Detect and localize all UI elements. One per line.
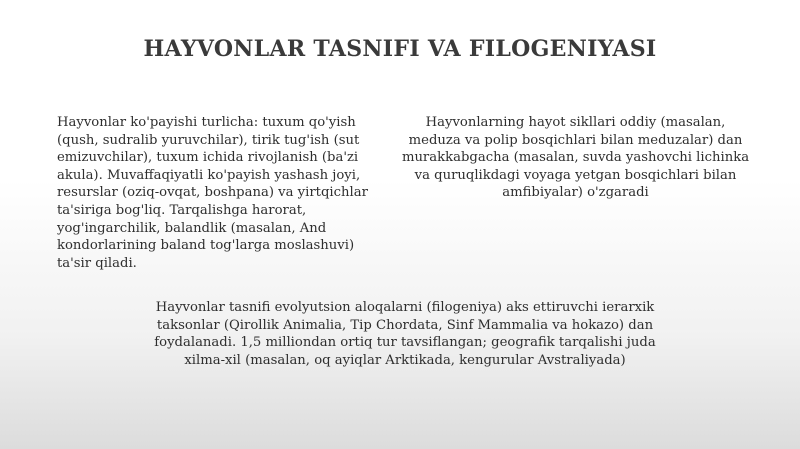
bottom-text-block: Hayvonlar tasnifi evolyutsion aloqalarni (filogeniya) aks ettiruvchi ierarxik taksonlar (Qirollik Animalia, Tip Chordata, Sinf Mammalia va hokazo) dan foydalanadi. 1,5 milliondan ortiq tur tavsiflangan; geografik tarqalishi juda xilma-xil (masalan, oq ayiqlar Arktikada, kengurular Avstraliyada) — [154, 300, 656, 368]
left-text-block: Hayvonlar ko'payishi turlicha: tuxum qo'yish (qush, sudralib yuruvchilar), tirik tug'ish (sut emizuvchilar), tuxum ichida rivojlanish (ba'zi akula). Muvaffaqiyatli ko'payish yashash joyi, resurslar (oziq-ovqat, boshpana) va yirtqichlar ta'siriga bog'liq. Tarqalishga harorat, yog'ingarchilik, balandlik (masalan, And kondorlarining baland tog'larga moslashuvi) ta'sir qiladi. — [57, 115, 368, 271]
right-text-block: Hayvonlarning hayot sikllari oddiy (masalan, meduza va polip bosqichlari bilan meduzalar) dan murakkabgacha (masalan, suvda yashovchi lichinka va quruqlikdagi voyaga yetgan bosqichlari bilan amfibiyalar) o'zgaradi — [401, 115, 750, 201]
slide-title: HAYVONLAR TASNIFI VA FILOGENIYASI — [143, 36, 657, 62]
